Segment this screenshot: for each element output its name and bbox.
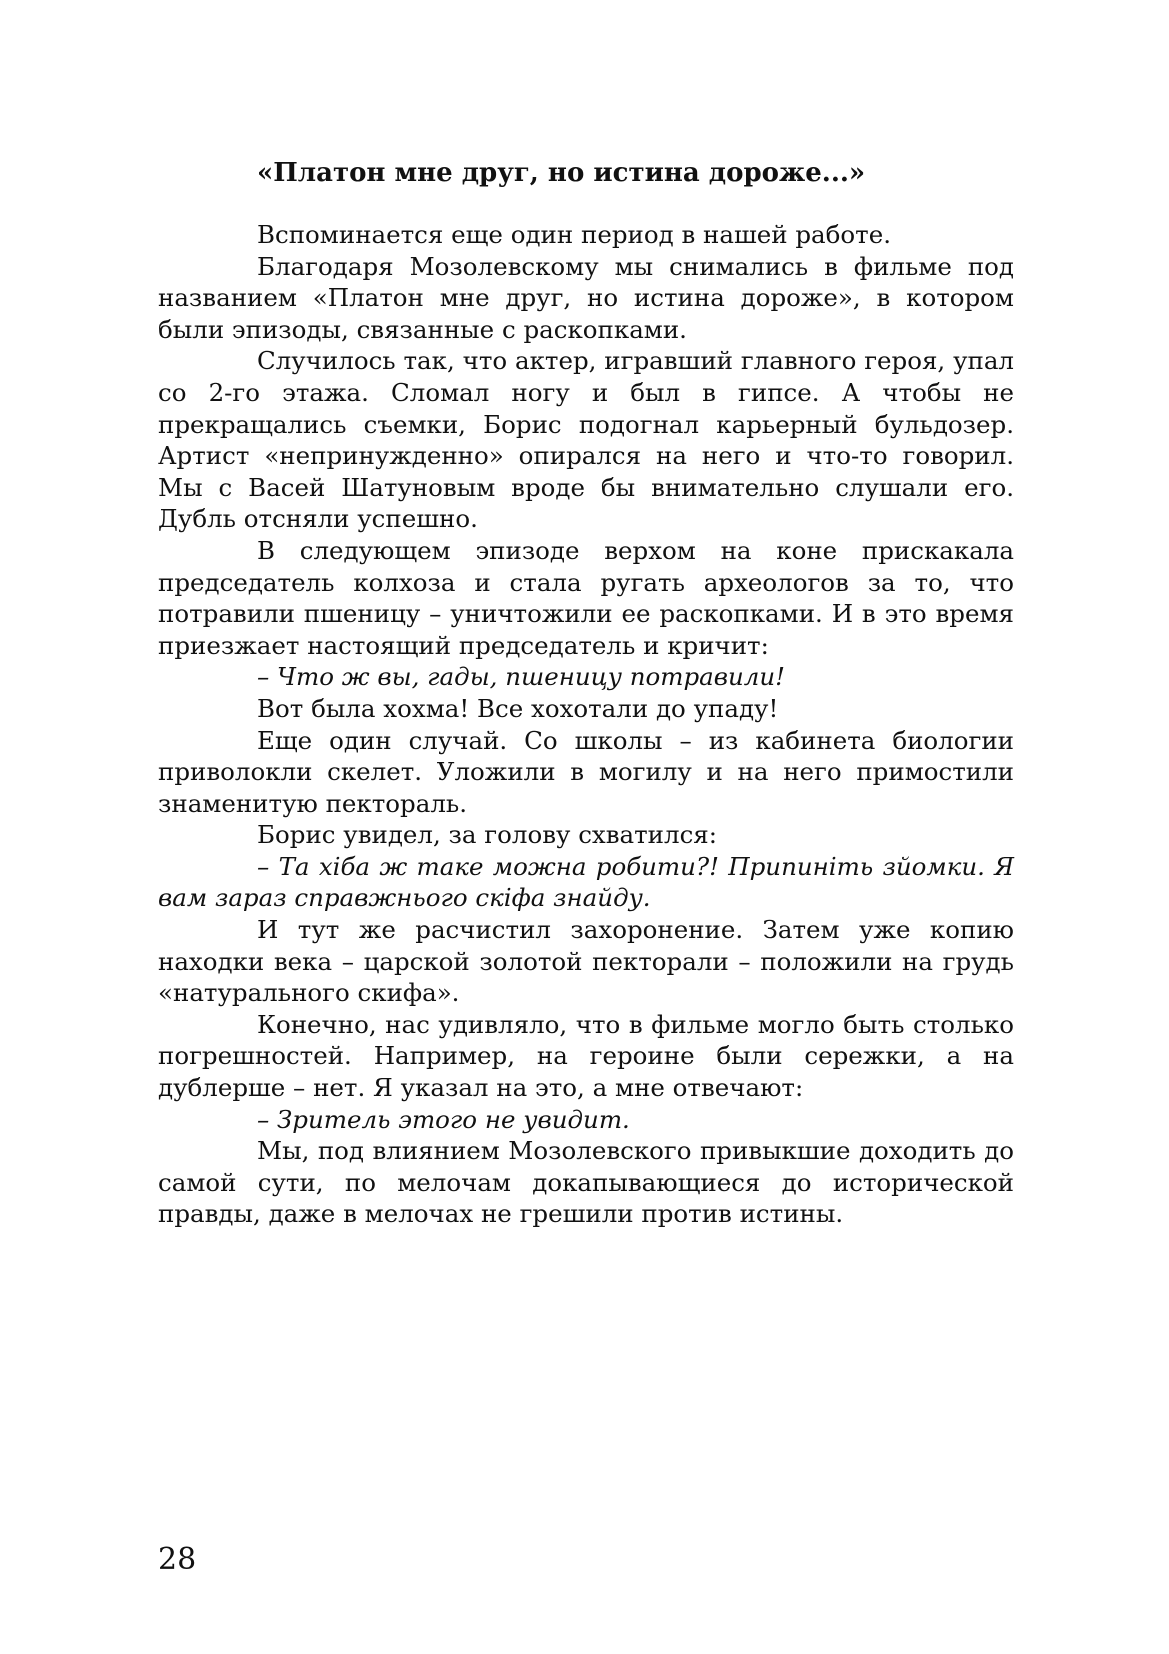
paragraph: Борис увидел, за голову схватился: [257, 820, 718, 850]
paragraph: Благодаря Мозолевскому мы снимались в фильме под названием «Платон мне друг, но истина дороже», в котором были эпизоды, связанные с раскопками. [158, 251, 1014, 344]
dialogue-line: – Что ж вы, гады, пшеницу потравили! [257, 662, 786, 692]
paragraph: Мы, под влиянием Мозолевского привыкшие доходить до самой сути, по мелочам докапывающиеся до исторической правды, даже в мелочах не грешили против истины. [158, 1136, 1014, 1229]
paragraph: Конечно, нас удивляло, что в фильме могло быть столько погрешностей. Например, на героине были сережки, а на дублерше – нет. Я указал на это, а мне отвечают: [158, 1009, 1014, 1103]
paragraph: И тут же расчистил захоронение. Затем уже копию находки века – царской золотой пекторали – положили на грудь «натурального скифа». [158, 915, 1014, 1008]
chapter-title: «Платон мне друг, но истина дороже...» [257, 158, 866, 188]
paragraph: Вспоминается еще один период в нашей работе. [257, 220, 891, 249]
paragraph: В следующем эпизоде верхом на коне прискакала председатель колхоза и стала ругать археологов за то, что потравили пшеницу – уничтожили ее раскопками. И в это время приезжает настоящий председатель и кричит: [158, 535, 1014, 660]
body-text [158, 219, 1014, 1230]
page-number: 28 [158, 1542, 197, 1577]
paragraph: Вот была хохма! Все хохотали до упаду! [257, 693, 779, 723]
dialogue-line: – Та хіба ж таке можна робити?! Припиніть зйомки. Я вам зараз справжнього скіфа знайду. [158, 851, 1014, 913]
paragraph: Еще один случай. Со школы – из кабинета биологии приволокли скелет. Уложили в могилу и на него примостили знаменитую пектораль. [158, 725, 1014, 818]
paragraph: Случилось так, что актер, игравший главного героя, упал со 2-го этажа. Сломал ногу и был в гипсе. А чтобы не прекращались съемки, Борис подогнал карьерный бульдозер. Артист «непринужденно» опирался на него и что-то говорил. Мы с Васей Шатуновым вроде бы внимательно слушали его. Дубль отсняли успешно. [158, 346, 1014, 534]
dialogue-line: – Зритель этого не увидит. [257, 1104, 630, 1134]
